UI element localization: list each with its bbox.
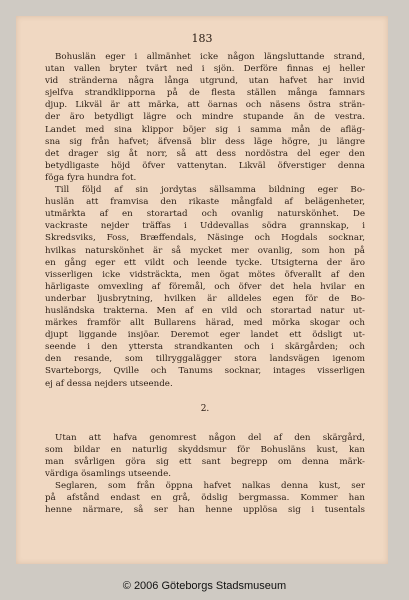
text-line: härligaste omvexling af föremål, och öfver det hela hvilar en (45, 281, 365, 292)
text-line: huslän att framvisa den rikaste mångfald af belägenheter, (45, 197, 365, 208)
text-line: föga fyra hundra fot. (45, 172, 137, 183)
text-line: djup. Likväl är att märka, att öarnas och näsens östra strän- (45, 100, 365, 111)
text-line: utmärkta af en storartad och ovanlig naturskönhet. De (45, 209, 365, 220)
text-line: Till följd af sin jordytas sällsamma bildning eger Bo- (55, 185, 365, 196)
text-line: Utan att hafva genomrest någon del af den skärgård, (55, 432, 365, 443)
text-line: betydligaste höjd öfver vattenytan. Likväl öfverstiger denna (45, 160, 365, 171)
text-line: Landet med sina klippor böjer sig i samma mån de afläg- (45, 124, 365, 135)
text-line: husländska trakterna. Men af en vild och storartad natur ut- (45, 305, 365, 316)
text-line: Bohuslän eger i allmänhet icke någon längsluttande strand, (55, 52, 365, 62)
book-page (16, 16, 388, 564)
text-line: seende i den yttersta strandkanten och i skärgården; och (45, 342, 365, 353)
text-line: utan vallen bryter tvärt ned i sjön. Derföre finnas ej heller (45, 64, 365, 75)
text-line: Seglaren, som från öppna hafvet nalkas denna kust, ser (55, 481, 365, 492)
text-line: djupt liggande insjöar. Deremot eger landet ett ödsligt ut- (45, 330, 365, 341)
text-line: värdiga ösamlings utseende. (45, 469, 172, 479)
text-line: på afstånd endast en grå, ödslig bergmassa. Kommer han (45, 493, 365, 504)
text-line: sna sig från hafvet; äfvensä blir dess läge högre, ju längre (45, 136, 365, 147)
text-line: vackraste nejder träffas i Uddevallas södra grannskap, i (45, 221, 365, 232)
section-number: 2. (200, 403, 210, 414)
text-line: en gång eger ett vildt och leende tycke. Utsigterna der äro (45, 257, 365, 268)
text-line: der äro betydligt lägre och mindre stupande än de vestra. (45, 112, 365, 123)
text-line: märkes framför allt Bullarens härad, med mörka skogar och (45, 318, 365, 329)
text-line: hvilkas naturskönhet är så mycket mer ovanlig, som hon på (45, 245, 365, 256)
text-line: Svarteborgs, Qville och Tanums socknar, intages visserligen (45, 366, 365, 377)
page-number: 183 (191, 32, 213, 45)
text-line: henne närmare, så ser han henne upplösa sig i tusentals (45, 505, 365, 516)
section-1 (45, 51, 365, 390)
text-line: vid stränderna några långa utgrund, utan hafvet har invid (45, 76, 365, 87)
text-line: visserligen icke vidsträckta, men ögat mötes öfverallt af den (45, 269, 365, 280)
text-line: som bildar en naturlig skyddsmur för Bohusläns kust, kan (45, 444, 365, 455)
copyright-caption: © 2006 Göteborgs Stadsmuseum (122, 580, 287, 592)
text-line: sjelfva strandklipporna på de flesta ställen många famnars (45, 88, 365, 99)
page-text (45, 51, 365, 516)
text-line: Skredsviks, Foss, Bræffendals, Näsinge och Hogdals socknar, (45, 233, 365, 244)
text-line: ej af dessa nejders utseende. (45, 378, 173, 389)
text-line: man svårligen göra sig ett sant begrepp om denna märk- (45, 456, 365, 467)
text-line: underbar ljusbrytning, hvilken är alldeles egen för de Bo- (45, 293, 365, 304)
section-2 (45, 432, 365, 517)
text-line: den resande, som tillryggalägger stora landsvägen igenom (45, 354, 365, 365)
text-line: det drager sig åt norr, så att dess nordöstra del eger den (45, 148, 365, 159)
